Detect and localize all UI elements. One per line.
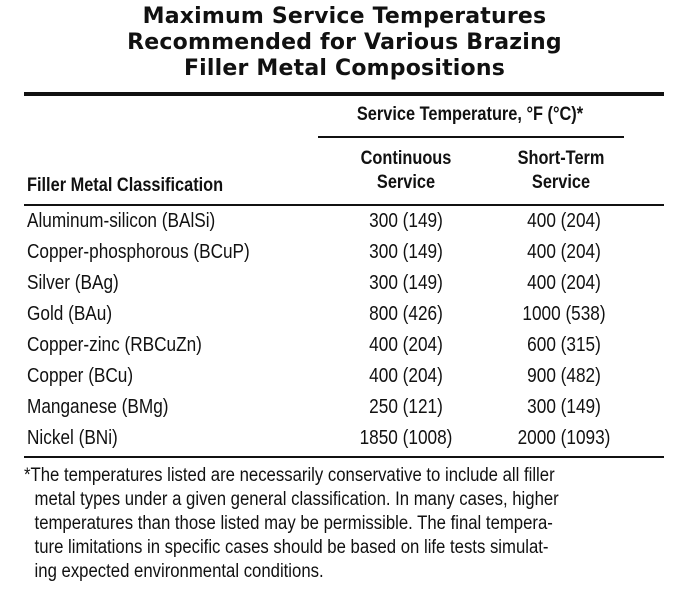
table-row: [0, 361, 689, 392]
table-row: [0, 299, 689, 330]
short-term-cell: 600 (315): [527, 334, 601, 356]
table-row: [0, 237, 689, 268]
continuous-cell: 300 (149): [369, 241, 443, 263]
top-divider: [24, 92, 664, 96]
filler-metal-classification-header: Filler Metal Classification: [27, 175, 224, 196]
classification-cell: Silver (BAg): [27, 272, 119, 294]
short-term-service-header: [497, 147, 626, 195]
continuous-service-header: [346, 147, 466, 195]
classification-cell: Gold (BAu): [27, 303, 113, 325]
bottom-divider: [24, 456, 664, 458]
classification-cell: Nickel (BNi): [27, 427, 118, 449]
classification-cell: Copper-phosphorous (BCuP): [27, 241, 250, 263]
continuous-cell: 300 (149): [369, 210, 443, 232]
classification-cell: Copper-zinc (RBCuZn): [27, 334, 202, 356]
table-body: [0, 206, 689, 454]
header-line: Service: [376, 172, 436, 193]
short-term-cell: 1000 (538): [522, 303, 606, 325]
header-line: Service: [531, 172, 591, 193]
group-header-divider: [318, 136, 624, 138]
table-row: [0, 206, 689, 237]
table-row: [0, 330, 689, 361]
classification-cell: Copper (BCu): [27, 365, 134, 387]
short-term-cell: 400 (204): [527, 210, 601, 232]
table-title: [0, 4, 689, 82]
short-term-cell: 400 (204): [527, 272, 601, 294]
short-term-cell: 2000 (1093): [517, 427, 611, 449]
service-temperature-header: Service Temperature, °F (°C)*: [356, 104, 584, 125]
continuous-cell: 300 (149): [369, 272, 443, 294]
footnote-line: metal types under a given general classification. In many cases, higher: [34, 489, 559, 510]
title-line: Maximum Service Temperatures: [142, 4, 547, 29]
footnote-line: ture limitations in specific cases should be based on life tests simulat-: [34, 537, 549, 558]
title-line: Recommended for Various Brazing: [127, 30, 562, 55]
classification-cell: Aluminum-silicon (BAlSi): [27, 210, 216, 232]
footnote-line: temperatures than those listed may be permissible. The final tempera-: [34, 513, 553, 534]
short-term-cell: 400 (204): [527, 241, 601, 263]
continuous-cell: 1850 (1008): [359, 427, 453, 449]
header-line: Continuous: [360, 148, 452, 169]
continuous-cell: 800 (426): [369, 303, 443, 325]
table-row: [0, 392, 689, 423]
title-line: Filler Metal Compositions: [183, 56, 506, 81]
footnote: [24, 464, 631, 584]
continuous-cell: 250 (121): [369, 396, 443, 418]
table-row: [0, 423, 689, 454]
classification-cell: Manganese (BMg): [27, 396, 169, 418]
continuous-cell: 400 (204): [369, 365, 443, 387]
header-line: Short-Term: [517, 148, 605, 169]
table-row: [0, 268, 689, 299]
footnote-line: ing expected environmental conditions.: [34, 561, 324, 582]
continuous-cell: 400 (204): [369, 334, 443, 356]
short-term-cell: 900 (482): [527, 365, 601, 387]
footnote-line: *The temperatures listed are necessarily conservative to include all filler: [24, 465, 555, 486]
short-term-cell: 300 (149): [527, 396, 601, 418]
